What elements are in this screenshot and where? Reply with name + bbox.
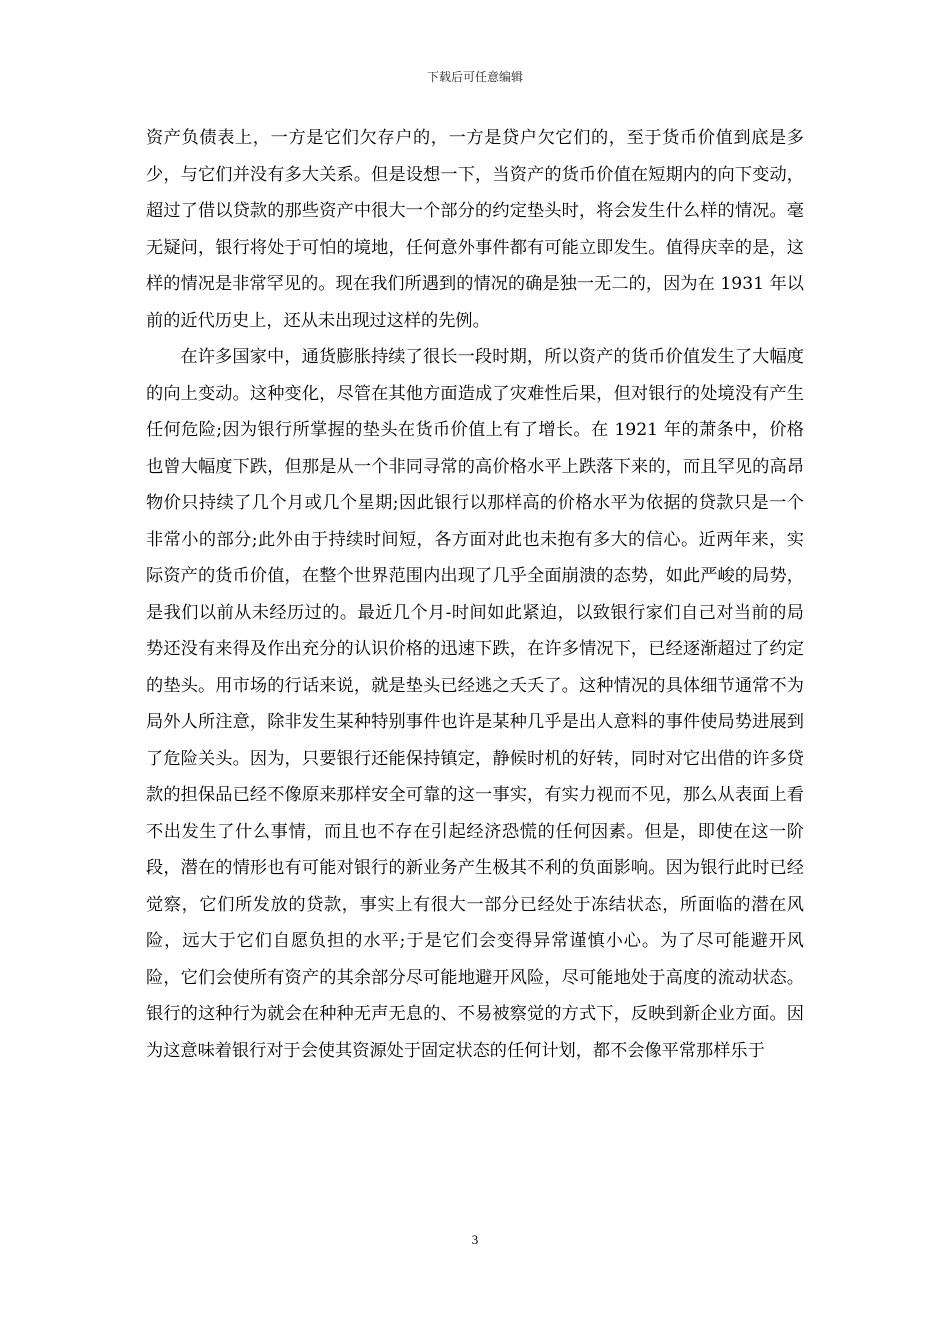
document-body <box>146 120 804 1069</box>
paragraph: 在许多国家中，通货膨胀持续了很长一段时期，所以资产的货币价值发生了大幅度的向上变动。这种变化，尽管在其他方面造成了灾难性后果，但对银行的处境没有产生任何危险;因为银行所掌握的垫头在货币价值上有了增长。在 1921 年的萧条中，价格也曾大幅度下跌，但那是从一个非同寻常的高价格水平上跌落下来的，而且罕见的高昂物价只持续了几个月或几个星期;因此银行以那样高的价格水平为依据的贷款只是一个非常小的部分;此外由于持续时间短，各方面对此也未抱有多大的信心。近两年来，实际资产的货币价值，在整个世界范围内出现了几乎全面崩溃的态势，如此严峻的局势，是我们以前从未经历过的。最近几个月-时间如此紧迫，以致银行家们自己对当前的局势还没有来得及作出充分的认识价格的迅速下跌，在许多情况下，已经逐渐超过了约定的垫头。用市场的行话来说，就是垫头已经逃之夭夭了。这种情况的具体细节通常不为局外人所注意，除非发生某种特别事件也许是某种几乎是出人意料的事件使局势进展到了危险关头。因为，只要银行还能保持镇定，静候时机的好转，同时对它出借的许多贷款的担保品已经不像原来那样安全可靠的这一事实，有实力视而不见，那么从表面上看不出发生了什么事情，而且也不存在引起经济恐慌的任何因素。但是，即使在这一阶段，潜在的情形也有可能对银行的新业务产生极其不利的负面影响。因为银行此时已经觉察，它们所发放的贷款，事实上有很大一部分已经处于冻结状态，所面临的潜在风险，远大于它们自愿负担的水平;于是它们会变得异常谨慎小心。为了尽可能避开风险，它们会使所有资产的其余部分尽可能地避开风险，尽可能地处于高度的流动状态。银行的这种行为就会在种种无声无息的、不易被察觉的方式下，反映到新企业方面。因为这意味着银行对于会使其资源处于固定状态的任何计划，都不会像平常那样乐于 <box>146 347 804 1061</box>
page-header: 下载后可任意编辑 <box>426 70 523 84</box>
paragraph-continued: 资产负债表上，一方是它们欠存户的，一方是贷户欠它们的，至于货币价值到底是多少，与它们并没有多大关系。但是设想一下，当资产的货币价值在短期内的向下变动，超过了借以贷款的那些资产中很大一个部分的约定垫头时，将会发生什么样的情况。毫无疑问，银行将处于可怕的境地，任何意外事件都有可能立即发生。值得庆幸的是，这样的情况是非常罕见的。现在我们所遇到的情况的确是独一无二的，因为在 1931 年以前的近代历史上，还从未出现过这样的先例。 <box>146 128 804 331</box>
page-number: 3 <box>471 1232 479 1247</box>
